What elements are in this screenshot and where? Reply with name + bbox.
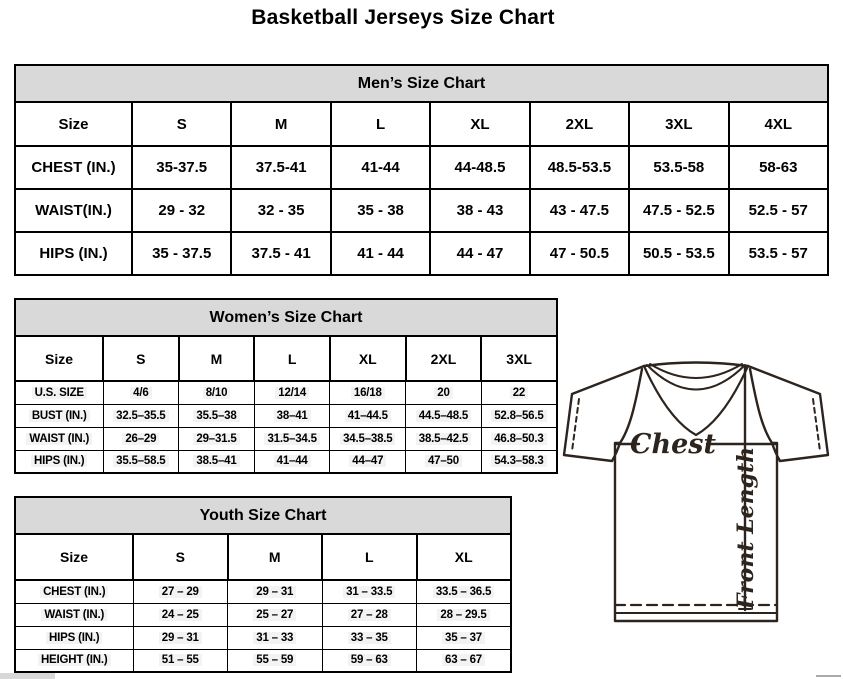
table-cell: 35 – 37 (417, 626, 512, 649)
table-cell: 27 – 29 (133, 580, 228, 603)
row-label: HIPS (IN.) (15, 450, 103, 473)
row-label: BUST (IN.) (15, 404, 103, 427)
table-cell: 54.3–58.3 (481, 450, 557, 473)
table-cell: 29 – 31 (228, 580, 323, 603)
table-cell: 44.5–48.5 (406, 404, 482, 427)
column-header: XL (330, 336, 406, 381)
table-cell: 52.8–56.5 (481, 404, 557, 427)
table-row (15, 189, 828, 232)
row-label: WAIST (IN.) (15, 427, 103, 450)
table-cell: 38.5–41 (179, 450, 255, 473)
table-cell: 35 - 38 (331, 189, 430, 232)
table-row (15, 603, 511, 626)
row-label: HIPS (IN.) (15, 626, 133, 649)
table-cell: 4/6 (103, 381, 179, 404)
row-label: HIPS (IN.) (15, 232, 132, 275)
column-header: 2XL (530, 102, 629, 146)
table-cell: 46.8–50.3 (481, 427, 557, 450)
table-cell: 41–44 (254, 450, 330, 473)
table-cell: 35-37.5 (132, 146, 231, 189)
table-cell: 29 - 32 (132, 189, 231, 232)
table-cell: 34.5–38.5 (330, 427, 406, 450)
column-header: M (228, 534, 323, 580)
table-cell: 59 – 63 (322, 649, 417, 672)
row-label: CHEST (IN.) (15, 146, 132, 189)
column-header: 2XL (406, 336, 482, 381)
table-row (15, 381, 557, 404)
table-cell: 27 – 28 (322, 603, 417, 626)
column-header: 4XL (729, 102, 828, 146)
table-cell: 43 - 47.5 (530, 189, 629, 232)
table-cell: 38.5–42.5 (406, 427, 482, 450)
table-cell: 22 (481, 381, 557, 404)
mens-size-table (14, 101, 829, 276)
table-cell: 44-48.5 (430, 146, 529, 189)
womens-size-table (14, 335, 558, 474)
womens-size-chart (14, 298, 558, 474)
table-cell: 29–31.5 (179, 427, 255, 450)
table-cell: 47 - 50.5 (530, 232, 629, 275)
table-cell: 24 – 25 (133, 603, 228, 626)
table-cell: 37.5-41 (231, 146, 330, 189)
column-header: L (254, 336, 330, 381)
table-cell: 37.5 - 41 (231, 232, 330, 275)
header-row (15, 534, 511, 580)
table-cell: 55 – 59 (228, 649, 323, 672)
table-cell: 16/18 (330, 381, 406, 404)
table-cell: 63 – 67 (417, 649, 512, 672)
table-cell: 41-44 (331, 146, 430, 189)
table-row (15, 232, 828, 275)
scrollbar-fragment[interactable] (816, 675, 841, 677)
table-cell: 53.5 - 57 (729, 232, 828, 275)
page-title: Basketball Jerseys Size Chart (251, 6, 555, 29)
table-cell: 38–41 (254, 404, 330, 427)
table-cell: 44–47 (330, 450, 406, 473)
table-cell: 35.5–38 (179, 404, 255, 427)
table-cell: 47–50 (406, 450, 482, 473)
table-cell: 8/10 (179, 381, 255, 404)
size-column-header: Size (15, 336, 103, 381)
size-column-header: Size (15, 102, 132, 146)
table-cell: 31 – 33 (228, 626, 323, 649)
table-cell: 41–44.5 (330, 404, 406, 427)
table-cell: 58-63 (729, 146, 828, 189)
column-header: 3XL (481, 336, 557, 381)
header-row (15, 336, 557, 381)
column-header: XL (430, 102, 529, 146)
column-header: M (179, 336, 255, 381)
table-cell: 26–29 (103, 427, 179, 450)
table-cell: 33 – 35 (322, 626, 417, 649)
column-header: XL (417, 534, 512, 580)
chest-label: Chest (630, 429, 716, 460)
table-cell: 20 (406, 381, 482, 404)
table-cell: 35.5–58.5 (103, 450, 179, 473)
youth-size-chart (14, 496, 512, 673)
table-cell: 53.5-58 (629, 146, 728, 189)
column-header: 3XL (629, 102, 728, 146)
header-row (15, 102, 828, 146)
table-cell: 51 – 55 (133, 649, 228, 672)
row-label: HEIGHT (IN.) (15, 649, 133, 672)
womens-size-chart-header: Women’s Size Chart (14, 298, 558, 335)
table-cell: 50.5 - 53.5 (629, 232, 728, 275)
table-cell: 25 – 27 (228, 603, 323, 626)
table-cell: 48.5-53.5 (530, 146, 629, 189)
jersey-measurement-diagram-icon (558, 358, 840, 678)
table-row (15, 404, 557, 427)
mens-size-chart-header: Men’s Size Chart (14, 64, 829, 101)
column-header: S (103, 336, 179, 381)
table-cell: 28 – 29.5 (417, 603, 512, 626)
row-label: WAIST (IN.) (15, 603, 133, 626)
table-cell: 52.5 - 57 (729, 189, 828, 232)
table-cell: 33.5 – 36.5 (417, 580, 512, 603)
table-cell: 41 - 44 (331, 232, 430, 275)
row-label: CHEST (IN.) (15, 580, 133, 603)
column-header: L (331, 102, 430, 146)
youth-size-chart-header: Youth Size Chart (14, 496, 512, 533)
mens-size-chart (14, 64, 829, 276)
row-label: U.S. SIZE (15, 381, 103, 404)
table-cell: 44 - 47 (430, 232, 529, 275)
table-cell: 38 - 43 (430, 189, 529, 232)
table-cell: 32.5–35.5 (103, 404, 179, 427)
table-cell: 31.5–34.5 (254, 427, 330, 450)
size-column-header: Size (15, 534, 133, 580)
table-row (15, 427, 557, 450)
table-row (15, 649, 511, 672)
youth-size-table (14, 533, 512, 673)
row-label: WAIST(IN.) (15, 189, 132, 232)
table-row (15, 450, 557, 473)
table-cell: 35 - 37.5 (132, 232, 231, 275)
column-header: L (322, 534, 417, 580)
table-cell: 47.5 - 52.5 (629, 189, 728, 232)
table-row (15, 146, 828, 189)
column-header: S (133, 534, 228, 580)
table-row (15, 626, 511, 649)
jersey-outline-icon (564, 366, 828, 621)
table-cell: 12/14 (254, 381, 330, 404)
table-cell: 32 - 35 (231, 189, 330, 232)
table-cell: 31 – 33.5 (322, 580, 417, 603)
column-header: M (231, 102, 330, 146)
column-header: S (132, 102, 231, 146)
front-length-label: Front Length (733, 446, 759, 610)
table-row (15, 580, 511, 603)
table-cell: 29 – 31 (133, 626, 228, 649)
horizontal-scrollbar-thumb[interactable] (0, 673, 55, 679)
